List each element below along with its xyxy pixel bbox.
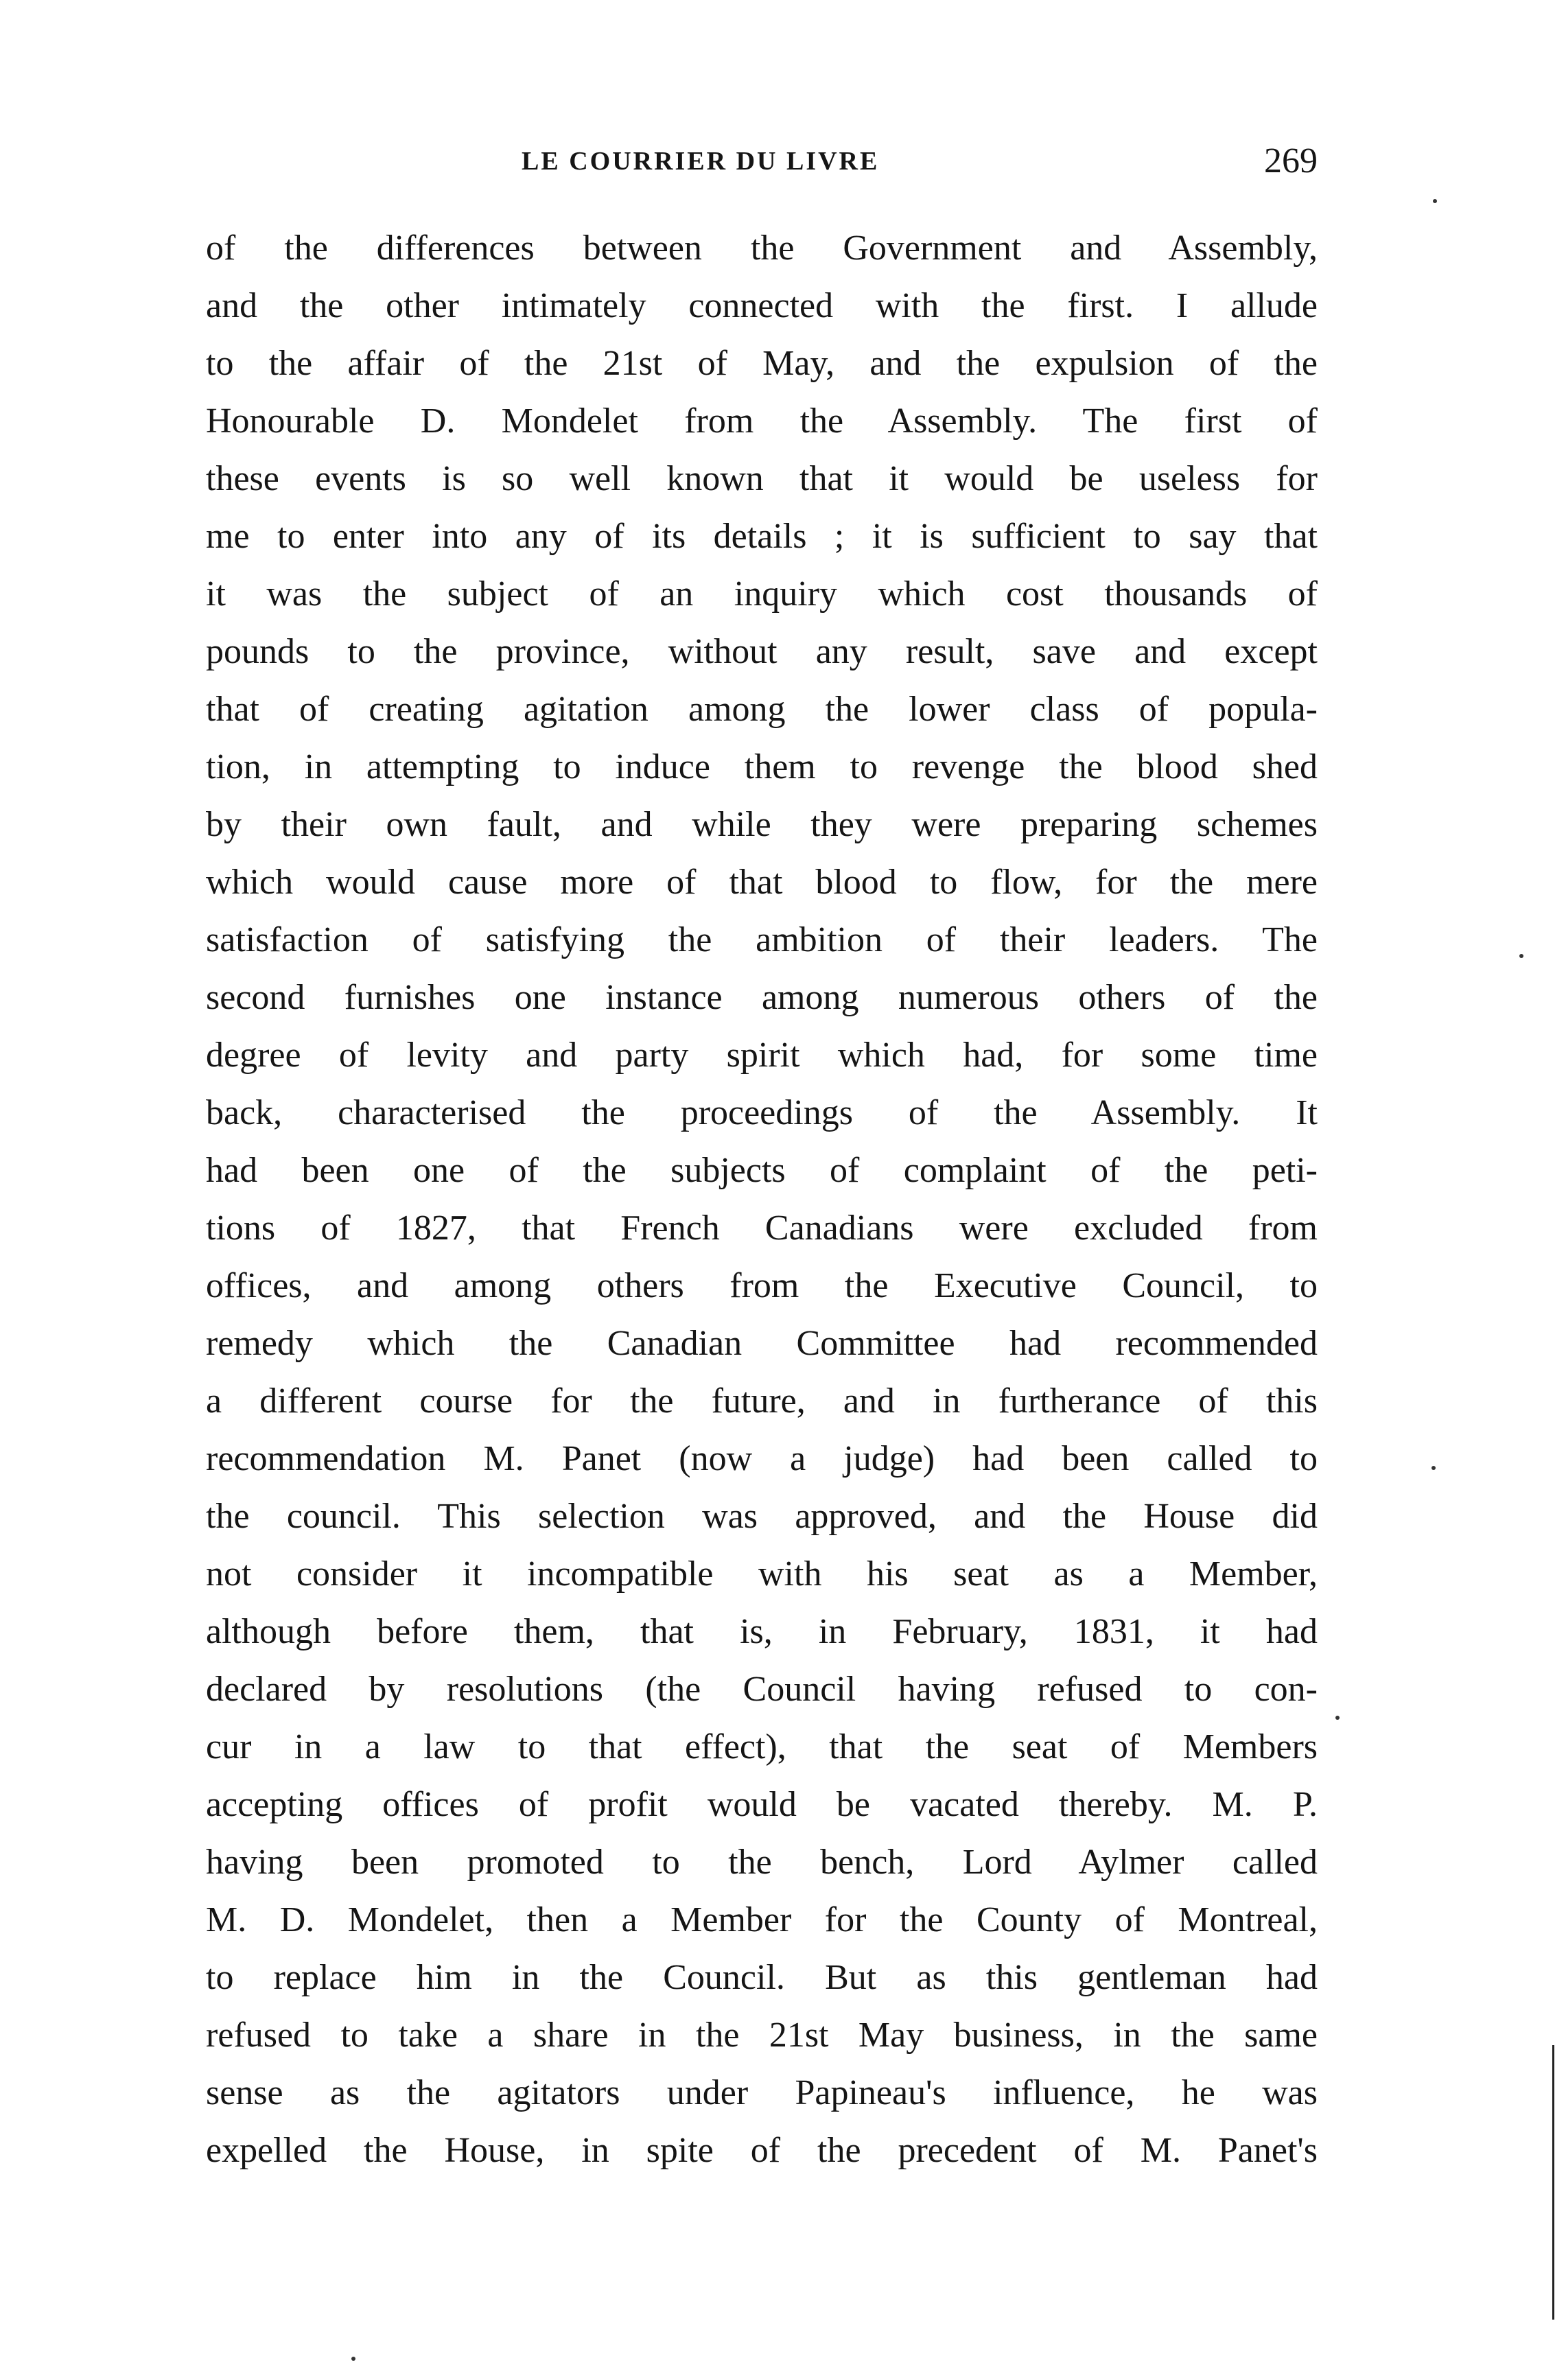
text-line: second furnishes one instance among numerous others of the xyxy=(206,978,1318,1017)
text-line: recommendation M. Panet (now a judge) had been called to xyxy=(206,1439,1318,1478)
text-line: having been promoted to the bench, Lord Aylmer called xyxy=(206,1843,1318,1882)
text-line: and the other intimately connected with the first. I allude xyxy=(206,286,1318,325)
text-line: offices, and among others from the Executive Council, to xyxy=(206,1266,1318,1305)
text-line: sense as the agitators under Papineau's influence, he was xyxy=(206,2073,1318,2112)
text-line: that of creating agitation among the lower class of popula- xyxy=(206,690,1318,729)
text-line: tions of 1827, that French Canadians were excluded from xyxy=(206,1209,1318,1248)
text-line: me to enter into any of its details ; it is sufficient to say that xyxy=(206,517,1318,556)
text-line: these events is so well known that it would be useless for xyxy=(206,459,1318,498)
running-head xyxy=(206,141,1318,182)
text-line: to replace him in the Council. But as this gentleman had xyxy=(206,1958,1318,1997)
text-line: pounds to the province, without any result, save and except xyxy=(206,632,1318,671)
text-line: M. D. Mondelet, then a Member for the County of Montreal, xyxy=(206,1900,1318,1939)
scan-speck xyxy=(1433,199,1437,203)
text-line: back, characterised the proceedings of the Assembly. It xyxy=(206,1093,1318,1132)
text-line: it was the subject of an inquiry which cost thousands of xyxy=(206,574,1318,614)
text-line: expelled the House, in spite of the precedent of M. Panet's xyxy=(206,2131,1318,2170)
text-line: satisfaction of satisfying the ambition of their leaders. The xyxy=(206,920,1318,959)
text-line: of the differences between the Government and Assembly, xyxy=(206,229,1318,268)
body-text xyxy=(206,220,1318,2180)
margin-rule xyxy=(1552,2045,1554,2320)
text-line: Honourable D. Mondelet from the Assembly. The first of xyxy=(206,401,1318,441)
text-line: cur in a law to that effect), that the seat of Members xyxy=(206,1727,1318,1766)
page-number: 269 xyxy=(1264,141,1318,180)
scan-speck xyxy=(1431,1466,1436,1470)
text-line: had been one of the subjects of complaint of the peti- xyxy=(206,1151,1318,1190)
running-title: LE COURRIER DU LIVRE xyxy=(522,147,880,176)
scan-speck xyxy=(351,2357,355,2361)
text-line: a different course for the future, and in furtherance of this xyxy=(206,1381,1318,1421)
text-line: degree of levity and party spirit which had, for some time xyxy=(206,1036,1318,1075)
text-line: by their own fault, and while they were preparing schemes xyxy=(206,805,1318,844)
text-line: although before them, that is, in February, 1831, it had xyxy=(206,1612,1318,1651)
text-line: declared by resolutions (the Council having refused to con- xyxy=(206,1670,1318,1709)
text-line: refused to take a share in the 21st May business, in the same xyxy=(206,2016,1318,2055)
scan-speck xyxy=(1335,1716,1340,1720)
text-line: not consider it incompatible with his seat as a Member, xyxy=(206,1554,1318,1594)
text-line: to the affair of the 21st of May, and the expulsion of the xyxy=(206,344,1318,383)
text-line: tion, in attempting to induce them to revenge the blood shed xyxy=(206,747,1318,786)
text-line: accepting offices of profit would be vacated thereby. M. P. xyxy=(206,1785,1318,1824)
text-line: which would cause more of that blood to flow, for the mere xyxy=(206,863,1318,902)
text-line: remedy which the Canadian Committee had recommended xyxy=(206,1324,1318,1363)
scan-speck xyxy=(1519,954,1523,958)
text-line: the council. This selection was approved, and the House did xyxy=(206,1497,1318,1536)
